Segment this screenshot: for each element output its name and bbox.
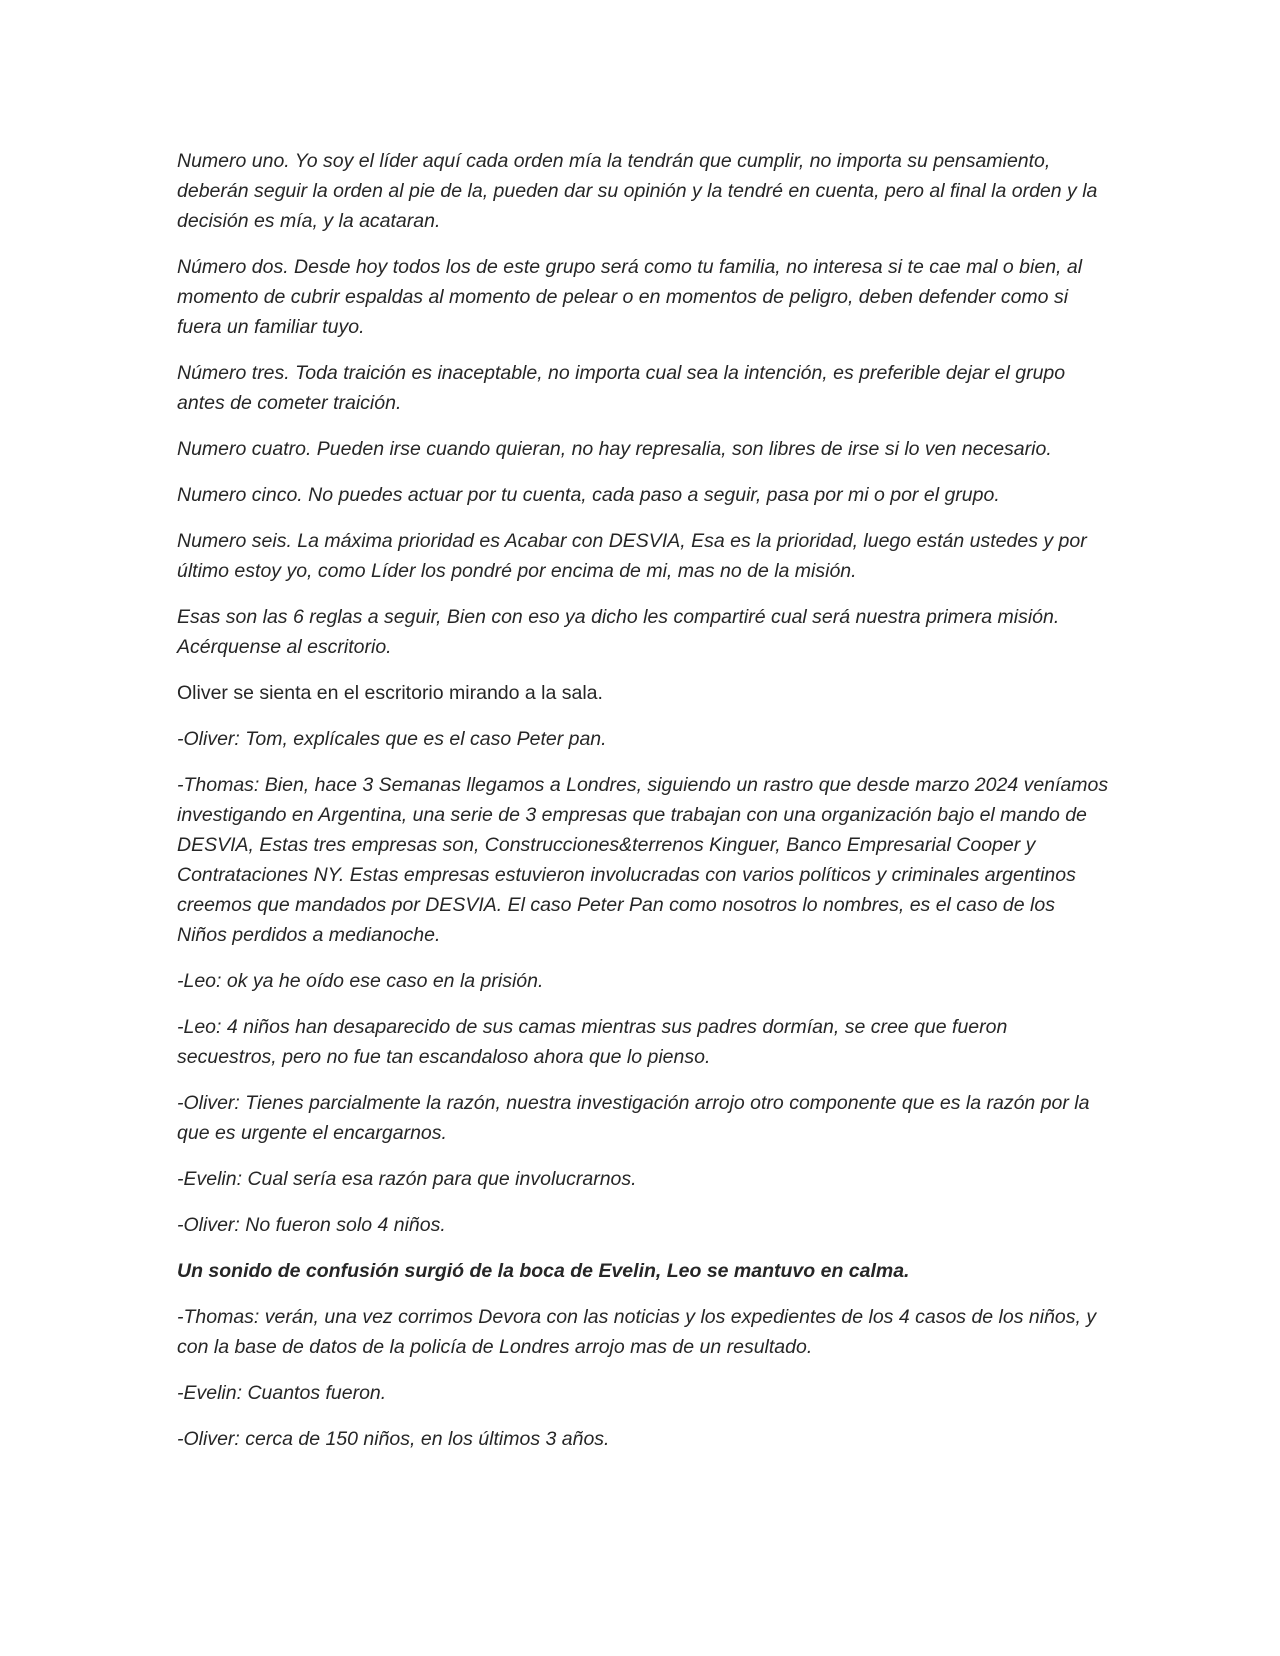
paragraph-rule-two: Número dos. Desde hoy todos los de este grupo será como tu familia, no interesa si te cae mal o bien, al momento de cubrir espaldas al momento de pelear o en momentos de peligro, deben defender como si fuera un familiar tuyo.	[177, 256, 1083, 338]
paragraph-rule-five: Numero cinco. No puedes actuar por tu cuenta, cada paso a seguir, pasa por mi o por el grupo.	[177, 484, 1000, 506]
paragraph-rule-one: Numero uno. Yo soy el líder aquí cada orden mía la tendrán que cumplir, no importa su pensamiento, deberán seguir la orden al pie de la, pueden dar su opinión y la tendré en cuenta, pero al final la orden y la decisión es mía, y la acataran.	[177, 150, 1098, 232]
paragraph-dialogue: -Leo: 4 niños han desaparecido de sus camas mientras sus padres dormían, se cree que fueron secuestros, pero no fue tan escandaloso ahora que lo pienso.	[177, 1016, 1008, 1068]
paragraph-narration-bold: Un sonido de confusión surgió de la boca de Evelin, Leo se mantuvo en calma.	[177, 1260, 910, 1282]
paragraph-dialogue: -Oliver: No fueron solo 4 niños.	[177, 1214, 446, 1236]
paragraph-dialogue: -Oliver: cerca de 150 niños, en los últimos 3 años.	[177, 1428, 610, 1450]
paragraph-dialogue: -Thomas: verán, una vez corrimos Devora con las noticias y los expedientes de los 4 casos de los niños, y con la base de datos de la policía de Londres arrojo mas de un resultado.	[177, 1306, 1097, 1358]
document-body	[177, 146, 1109, 1470]
paragraph-dialogue: -Oliver: Tienes parcialmente la razón, nuestra investigación arrojo otro componente que es la razón por la que es urgente el encargarnos.	[177, 1092, 1090, 1144]
paragraph-rules-summary: Esas son las 6 reglas a seguir, Bien con eso ya dicho les compartiré cual será nuestra primera misión. Acérquense al escritorio.	[177, 606, 1060, 658]
paragraph-dialogue: -Leo: ok ya he oído ese caso en la prisión.	[177, 970, 544, 992]
paragraph-dialogue: -Thomas: Bien, hace 3 Semanas llegamos a Londres, siguiendo un rastro que desde marzo 2024 veníamos investigando en Argentina, una serie de 3 empresas que trabajan con una organización bajo el mando de DESVIA, Estas tres empresas son, Construcciones&terrenos Kinguer, Banco Empresarial Cooper y Contrataciones NY. Estas empresas estuvieron involucradas con varios políticos y criminales argentinos creemos que mandados por DESVIA. El caso Peter Pan como nosotros lo nombres, es el caso de los Niños perdidos a medianoche.	[177, 774, 1109, 946]
paragraph-dialogue: -Evelin: Cuantos fueron.	[177, 1382, 387, 1404]
paragraph-dialogue: -Evelin: Cual sería esa razón para que involucrarnos.	[177, 1168, 637, 1190]
paragraph-rule-three: Número tres. Toda traición es inaceptable, no importa cual sea la intención, es preferible dejar el grupo antes de cometer traición.	[177, 362, 1066, 414]
paragraph-rule-six: Numero seis. La máxima prioridad es Acabar con DESVIA, Esa es la prioridad, luego están ustedes y por último estoy yo, como Líder los pondré por encima de mi, mas no de la misión.	[177, 530, 1087, 582]
paragraph-dialogue: -Oliver: Tom, explícales que es el caso Peter pan.	[177, 728, 607, 750]
paragraph-narration: Oliver se sienta en el escritorio mirando a la sala.	[177, 682, 603, 704]
paragraph-rule-four: Numero cuatro. Pueden irse cuando quieran, no hay represalia, son libres de irse si lo ven necesario.	[177, 438, 1052, 460]
